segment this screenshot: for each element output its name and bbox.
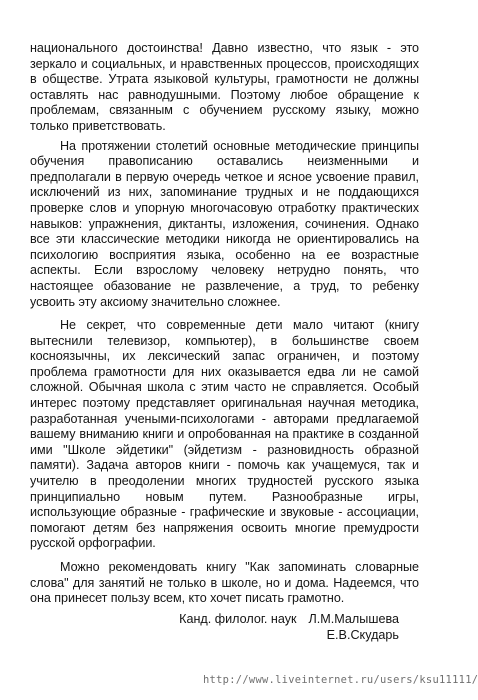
academic-degree: Канд. филолог. наук xyxy=(179,612,297,626)
author-name-1: Л.М.Малышева xyxy=(308,612,399,626)
paragraph-recommendation: Можно рекомендовать книгу "Как запоминать словарные слова" для занятий не только в школе, но и дома. Надеемся, что она принесет пользу всем, кто хочет писать грамотно. xyxy=(30,560,419,606)
paragraph-children: Не секрет, что современные дети мало читают (книгу вытеснили телевизор, компьютер), в большинстве своем косноязычны, их лексический запас ограничен, и поэтому проблема грамотности для них оказывается едва ли не самой сложной. Обычная школа с этим часто не справляется. Особый интерес поэтому представляет оригинальная научная методика, разработанная учеными-психологами - авторами предлагаемой вашему вниманию книги и опробованная на практике в созданной ими "Школе эйдетики" (эйдетизм - разновидность образной памяти). Задача авторов книги - помочь как учащемуся, так и учителю в преодолении многих трудностей русского языка принципиально новым путем. Разнообразные игры, использующие образные - графические и звуковые - ассоциации, помогают детям без напряжения освоить многие премудрости русской орфографии. xyxy=(30,318,419,551)
source-url-watermark: http://www.liveinternet.ru/users/ksu11111/ xyxy=(203,674,478,686)
paragraph-methods: На протяжении столетий основные методические принципы обучения правописанию оставались неизменными и предполагали в первую очередь четкое и ясное усвоение правил, исключений из них, запоминание трудных и не поддающихся проверке слов и упорную многочасовую отработку практических навыков: упражнения, диктанты, изложения, сочинения. Однако все эти классические методики никогда не ориентировались на психологию восприятия языка, особенно на ее возрастные аспекты. Если взрослому человеку нетрудно понять, что настоящее обазование не развлечение, а труд, то ребенку усвоить эту аксиому значительно сложнее. xyxy=(30,138,419,309)
author-name-2: Е.В.Скударь xyxy=(326,628,399,642)
paragraph-intro: национального достоинства! Давно известно, что язык - это зеркало и социальных, и нравственных процессов, происходящих в обществе. Утрата языковой культуры, грамотности не должны оставлять нас равнодушными. Поэтому любое обращение к проблемам, связанным с обучением русскому языку, можно только приветствовать. xyxy=(30,41,419,133)
signature-block xyxy=(179,611,399,643)
signature-line-1 xyxy=(179,611,399,627)
